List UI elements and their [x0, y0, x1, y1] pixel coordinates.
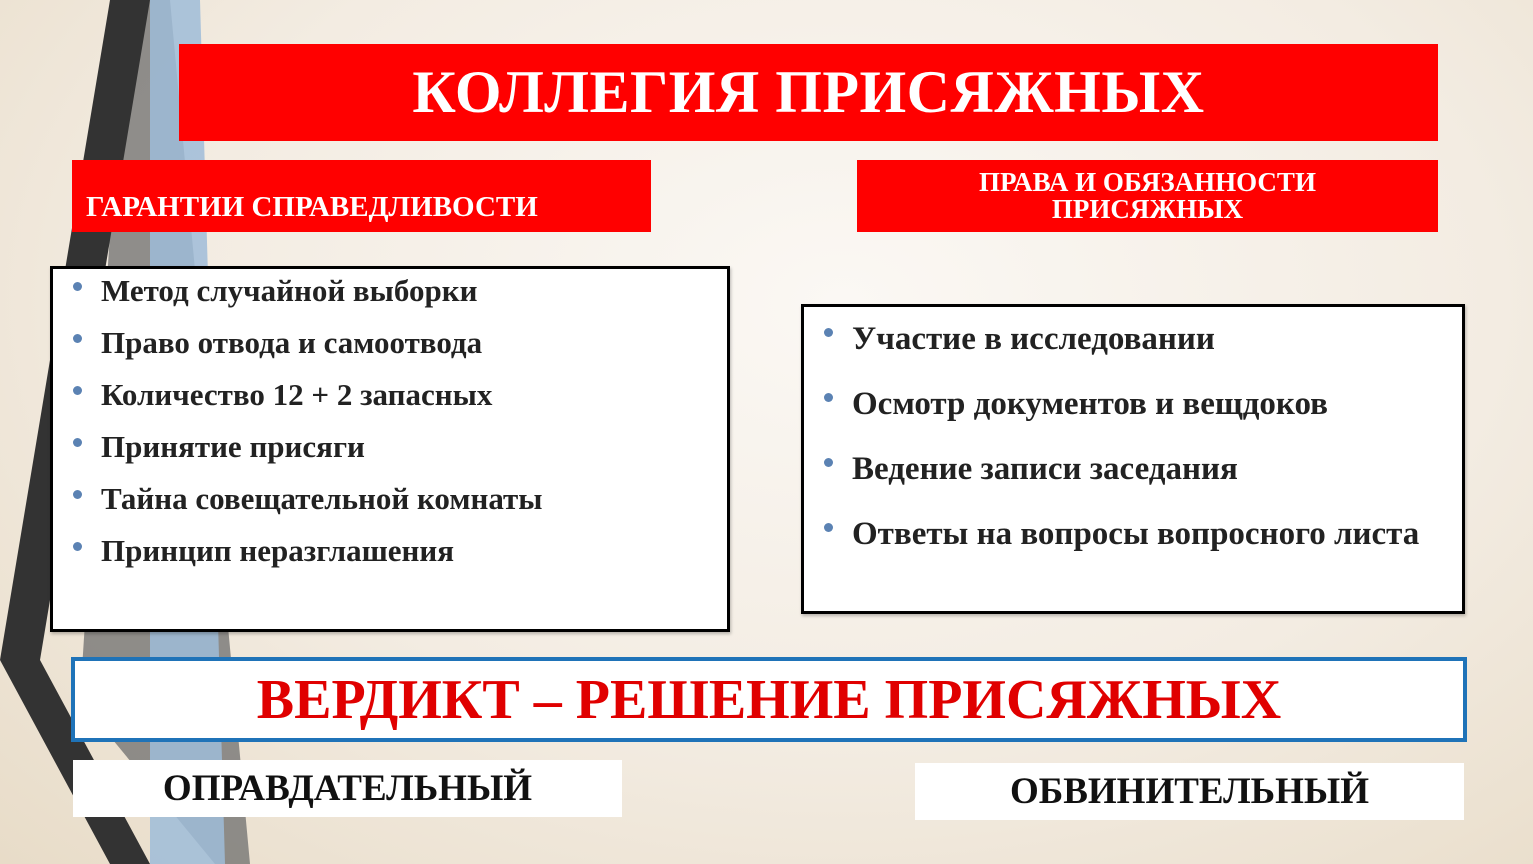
header-rights-duties: [857, 160, 1438, 232]
guarantees-list: [101, 273, 717, 569]
guarantees-list-box: [50, 266, 730, 632]
verdict-type-guilty: ОБВИНИТЕЛЬНЫЙ: [915, 763, 1464, 820]
rights-list: [852, 317, 1452, 556]
list-item: Количество 12 + 2 запасных: [101, 377, 717, 413]
list-item: Тайна совещательной комнаты: [101, 481, 717, 517]
verdict-type-acquittal: ОПРАВДАТЕЛЬНЫЙ: [73, 760, 622, 817]
list-item: Принятие присяги: [101, 429, 717, 465]
list-item: Осмотр документов и вещдоков: [852, 382, 1452, 426]
header-guarantees: ГАРАНТИИ СПРАВЕДЛИВОСТИ: [72, 160, 651, 232]
list-item: Ведение записи заседания: [852, 447, 1452, 491]
list-item: Принцип неразглашения: [101, 533, 717, 569]
verdict-banner: ВЕРДИКТ – РЕШЕНИЕ ПРИСЯЖНЫХ: [71, 657, 1467, 742]
list-item: Ответы на вопросы вопросного листа: [852, 512, 1452, 556]
rights-list-box: [801, 304, 1465, 614]
list-item: Право отвода и самоотвода: [101, 325, 717, 361]
header-rights-line1: ПРАВА И ОБЯЗАННОСТИ: [979, 167, 1316, 197]
page-title: КОЛЛЕГИЯ ПРИСЯЖНЫХ: [179, 44, 1438, 141]
list-item: Метод случайной выборки: [101, 273, 717, 309]
header-rights-line2: ПРИСЯЖНЫХ: [1051, 194, 1244, 224]
list-item: Участие в исследовании: [852, 317, 1452, 361]
